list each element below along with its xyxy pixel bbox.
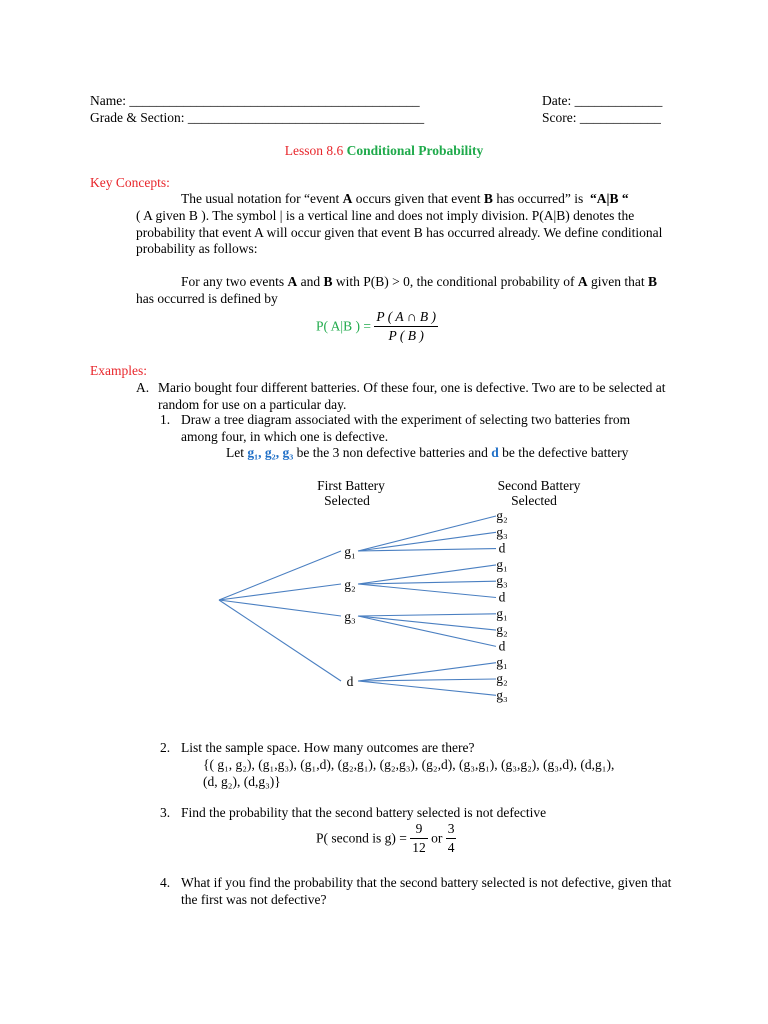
second-node-8: g₂	[496, 622, 508, 638]
variable-definition: Let g₁, g₂, g₃ be the 3 non defective batteries and d be the defective battery	[226, 445, 629, 460]
question-3-text: Find the probability that the second battery selected is not defective	[181, 805, 547, 820]
tree-branch-3-1	[358, 614, 496, 616]
question-3-number: 3.	[160, 805, 171, 820]
second-node-7: g₁	[496, 605, 508, 621]
defective-symbol: d	[491, 445, 499, 460]
second-node-6: d	[498, 589, 506, 605]
fraction-3-4: $\frac{3}{4}$	[447, 821, 455, 855]
tree-branch-3-3	[358, 616, 496, 646]
tree-branch-4-3	[358, 681, 496, 695]
second-battery-header-line2: Selected	[511, 493, 557, 508]
question-4-text: What if you find the probability that the second battery selected is not defective, given that the first was not defective?	[181, 875, 672, 907]
probability-lhs: P( second is g) =	[316, 830, 407, 846]
tree-branch-4-1	[358, 663, 496, 681]
notation-a-given-b: “A|B “	[590, 191, 629, 206]
second-battery-header-line1: Second Battery	[497, 478, 581, 493]
first-node-2: g₂	[344, 577, 356, 592]
second-node-1: g₂	[496, 508, 508, 523]
name-field-label: Name: ___________________________________________	[90, 93, 420, 108]
conditional-definition-line1: For any two events A and B with P(B) > 0, the conditional probability of A given that B	[181, 274, 657, 289]
tree-branch-1-3	[358, 549, 496, 551]
tree-branch-3-2	[358, 616, 496, 630]
second-node-10: g₁	[496, 654, 508, 670]
question-1-text: Draw a tree diagram associated with the experiment of selecting two batteries from among four, in which one is defective.	[181, 412, 631, 444]
second-node-11: g₂	[496, 671, 508, 686]
conditional-definition-line2: has occurred is defined by	[136, 291, 278, 306]
first-battery-header-line1: First Battery	[317, 478, 385, 493]
lesson-topic: Conditional Probability	[346, 143, 484, 158]
key-concepts-line1: The usual notation for “event A occurs given that event B has occurred” is “A|B “	[181, 191, 629, 206]
second-node-12: g₃	[496, 687, 508, 703]
formula-lhs: P( A|B ) =	[316, 318, 371, 334]
second-node-9: d	[498, 638, 506, 654]
nondefective-symbols: g₁, g₂, g₃	[247, 445, 294, 460]
tree-branch-4-2	[358, 679, 496, 681]
tree-branch-1-1	[358, 516, 496, 551]
second-not-defective-probability: P( second is g) = $\frac{9}{12}$ or $\frac{3}{4}$	[316, 821, 455, 855]
tree-branch-root-4	[219, 600, 341, 681]
first-battery-header-line2: Selected	[324, 493, 370, 508]
sample-space-line2: (d, g₂), (d,g₃)}	[203, 774, 281, 789]
grade-section-field-label: Grade & Section: ___________________________________	[90, 110, 425, 125]
question-2-text: List the sample space. How many outcomes are there?	[181, 740, 475, 755]
first-node-3: g₃	[344, 609, 356, 624]
date-field-label: Date: _____________	[542, 93, 663, 108]
example-a-label: A.	[136, 380, 150, 395]
fraction-9-12: $\frac{9}{12}$	[412, 821, 426, 855]
example-a-text: Mario bought four different batteries. Of these four, one is defective. Two are to be selected at random for use on a particular day.	[158, 380, 666, 412]
formula-denominator: P ( B )	[388, 328, 424, 343]
second-node-5: g₃	[496, 573, 508, 589]
question-4-number: 4.	[160, 875, 171, 890]
tree-branch-root-1	[219, 551, 341, 600]
second-node-4: g₁	[496, 556, 508, 572]
first-node-1: g₁	[344, 544, 356, 559]
examples-heading: Examples:	[90, 363, 147, 378]
sample-space-line1: {( g₁, g₂), (g₁,g₃), (g₁,d), (g₂,g₁), (g₂,g₃), (g₂,d), (g₃,g₁), (g₃,g₂), (g₃,d), (d,g₁),	[203, 757, 615, 772]
lesson-number: Lesson 8.6	[284, 143, 344, 158]
first-node-4: d	[346, 674, 354, 689]
key-concepts-definition: ( A given B ). The symbol | is a vertical line and does not imply division. P(A|B) denotes the probability that event A will occur given that event B has occurred already. We define conditional probability as follows:	[136, 208, 663, 256]
question-2-number: 2.	[160, 740, 171, 755]
tree-branch-2-3	[358, 584, 496, 598]
tree-branch-root-3	[219, 600, 341, 616]
score-field-label: Score: ____________	[542, 110, 661, 125]
formula-numerator: P ( A ∩ B )	[374, 308, 438, 327]
second-node-2: g₃	[496, 524, 508, 540]
question-1-number: 1.	[160, 412, 171, 427]
key-concepts-heading: Key Concepts:	[90, 175, 170, 190]
tree-branch-root-2	[219, 584, 341, 600]
second-node-3: d	[498, 540, 506, 556]
tree-branch-1-2	[358, 532, 496, 551]
